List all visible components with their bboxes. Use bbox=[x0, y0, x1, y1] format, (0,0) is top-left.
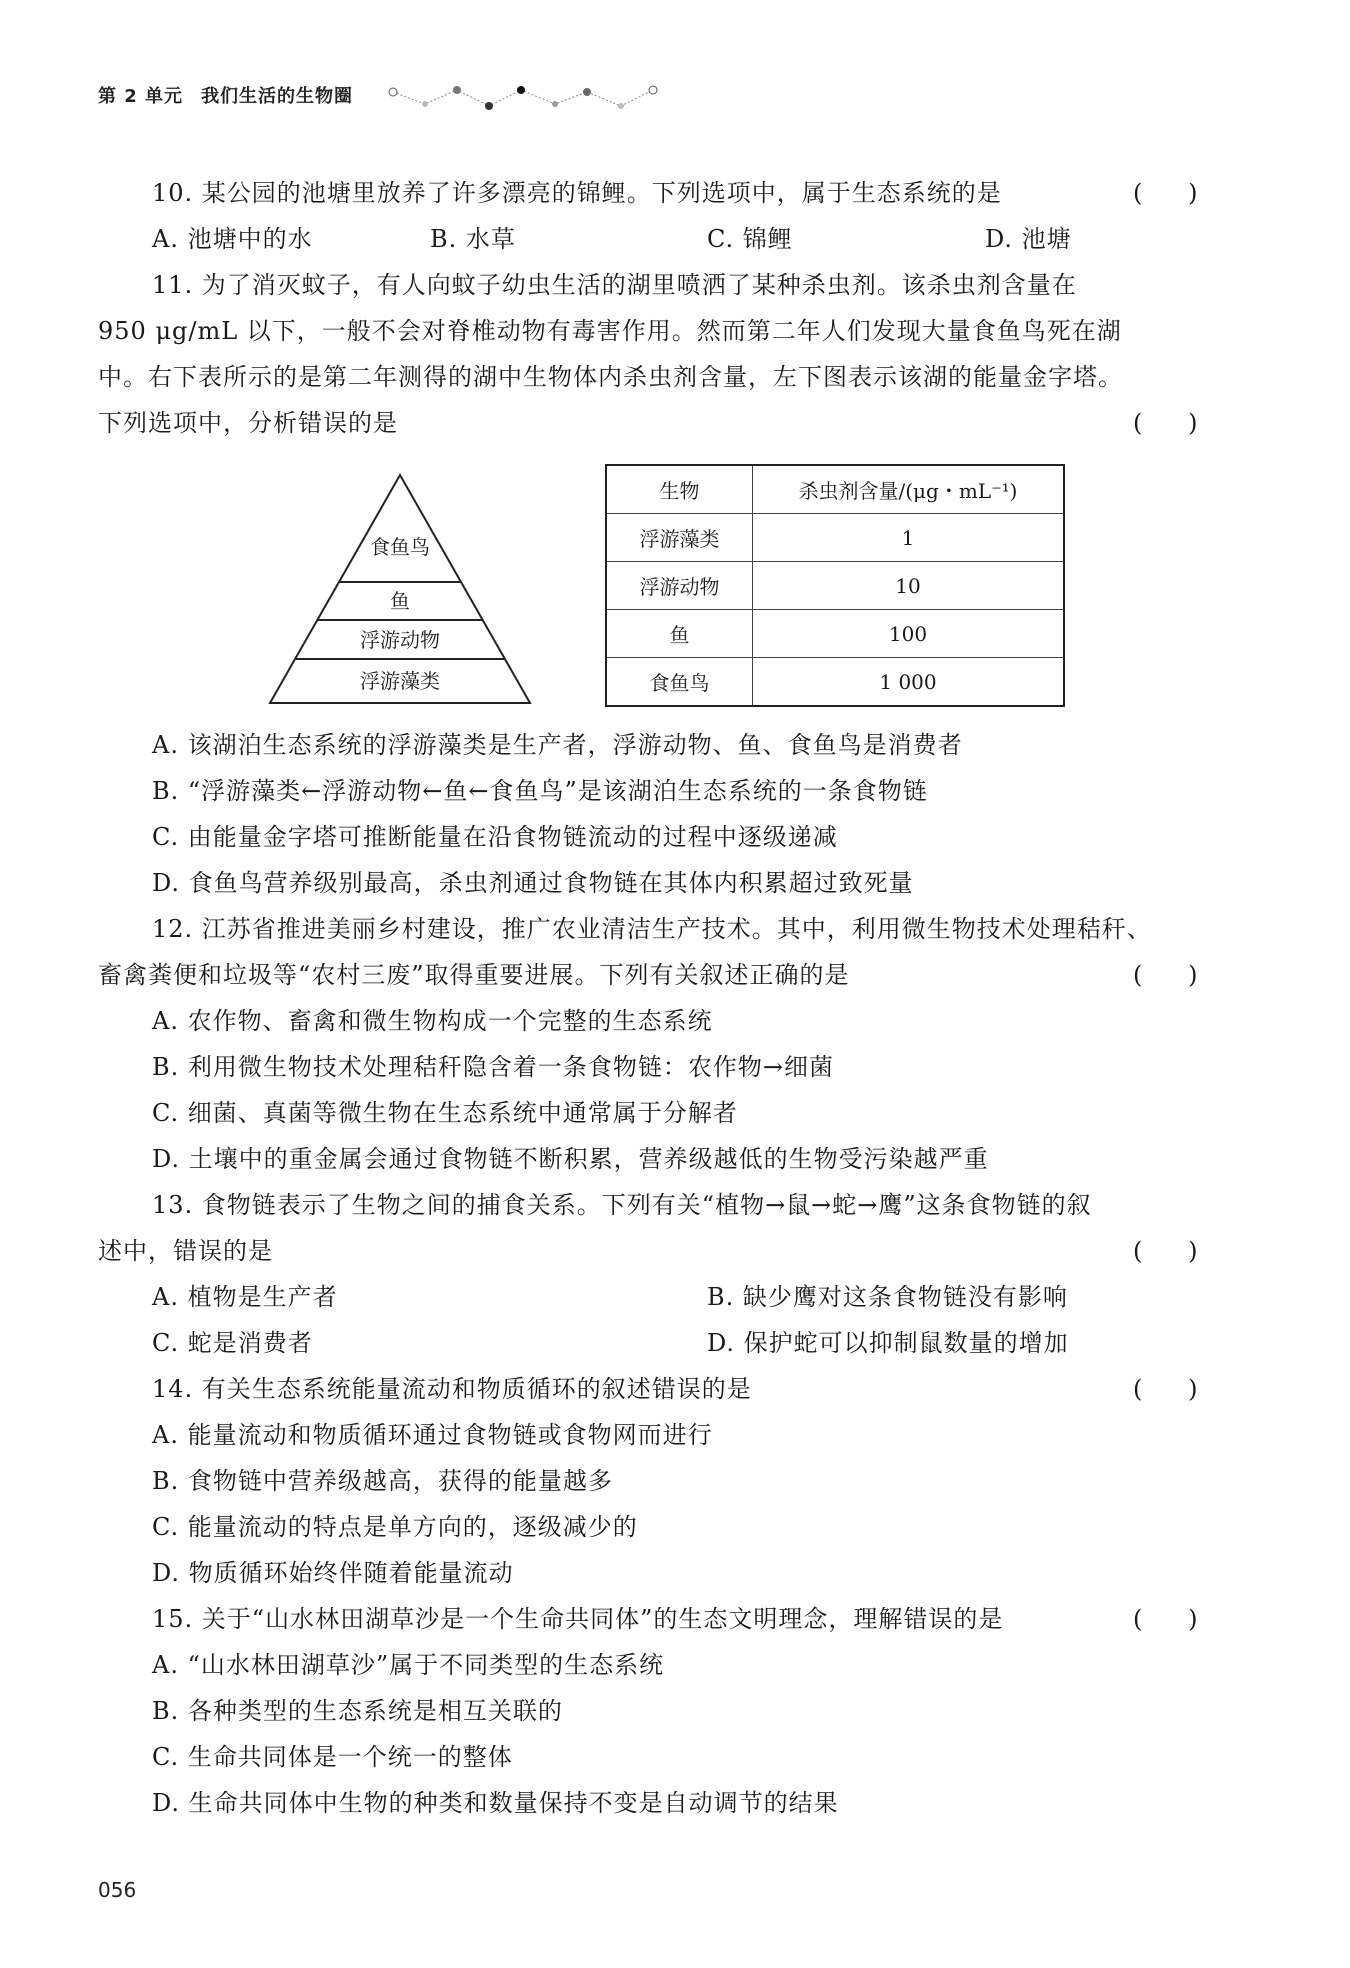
pyramid-level-top: 食鱼鸟 bbox=[370, 535, 430, 559]
energy-pyramid bbox=[268, 473, 532, 705]
q12-option-a: A. 农作物、畜禽和微生物构成一个完整的生态系统 bbox=[152, 1007, 713, 1035]
table-header-organism: 生物 bbox=[606, 465, 753, 514]
pyramid-level-2: 鱼 bbox=[390, 589, 410, 613]
table-cell: 10 bbox=[753, 562, 1065, 610]
table-header-content: 杀虫剂含量/(μg・mL⁻¹) bbox=[753, 465, 1065, 514]
unit-label: 第 2 单元 bbox=[98, 86, 184, 107]
q14-option-b: B. 食物链中营养级越高，获得的能量越多 bbox=[152, 1467, 613, 1495]
q11-stem-line-4: 下列选项中，分析错误的是 bbox=[98, 409, 398, 437]
q11-option-c: C. 由能量金字塔可推断能量在沿食物链流动的过程中逐级递减 bbox=[152, 823, 838, 851]
q11-stem-line-2: 950 μg/mL 以下，一般不会对脊椎动物有毒害作用。然而第二年人们发现大量食鱼鸟死在湖 bbox=[98, 317, 1122, 345]
pyramid-level-3: 浮游动物 bbox=[360, 628, 440, 652]
table-row bbox=[606, 514, 1064, 562]
unit-title: 我们生活的生物圈 bbox=[201, 86, 354, 107]
q13-option-b: B. 缺少鹰对这条食物链没有影响 bbox=[707, 1283, 1068, 1311]
q13-option-c: C. 蛇是消费者 bbox=[152, 1329, 313, 1357]
insecticide-table bbox=[605, 464, 1065, 707]
table-cell: 食鱼鸟 bbox=[606, 658, 753, 707]
q11-answer-paren: ( ) bbox=[1133, 409, 1198, 437]
running-header bbox=[98, 82, 353, 108]
q15-stem: 15. 关于“山水林田湖草沙是一个生命共同体”的生态文明理念，理解错误的是 bbox=[152, 1605, 1004, 1633]
q10-stem: 10. 某公园的池塘里放养了许多漂亮的锦鲤。下列选项中，属于生态系统的是 bbox=[152, 179, 1002, 207]
q15-option-d: D. 生命共同体中生物的种类和数量保持不变是自动调节的结果 bbox=[152, 1789, 839, 1817]
q14-stem: 14. 有关生态系统能量流动和物质循环的叙述错误的是 bbox=[152, 1375, 752, 1403]
table-cell: 鱼 bbox=[606, 610, 753, 658]
q10-option-c: C. 锦鲤 bbox=[707, 225, 793, 253]
q13-option-d: D. 保护蛇可以抑制鼠数量的增加 bbox=[707, 1329, 1069, 1357]
q11-stem-line-3: 中。右下表所示的是第二年测得的湖中生物体内杀虫剂含量，左下图表示该湖的能量金字塔。 bbox=[98, 363, 1123, 391]
q14-option-d: D. 物质循环始终伴随着能量流动 bbox=[152, 1559, 514, 1587]
table-cell: 浮游藻类 bbox=[606, 514, 753, 562]
q11-option-b: B. “浮游藻类←浮游动物←鱼←食鱼鸟”是该湖泊生态系统的一条食物链 bbox=[152, 777, 928, 805]
table-row bbox=[606, 658, 1064, 707]
table-cell: 1 bbox=[753, 514, 1065, 562]
table-cell: 浮游动物 bbox=[606, 562, 753, 610]
table-row bbox=[606, 562, 1064, 610]
q11-stem-line-1: 11. 为了消灭蚊子，有人向蚊子幼虫生活的湖里喷洒了某种杀虫剂。该杀虫剂含量在 bbox=[152, 271, 1077, 299]
q15-option-c: C. 生命共同体是一个统一的整体 bbox=[152, 1743, 513, 1771]
q13-stem-line-1: 13. 食物链表示了生物之间的捕食关系。下列有关“植物→鼠→蛇→鹰”这条食物链的叙 bbox=[152, 1191, 1092, 1219]
table-cell: 1 000 bbox=[753, 658, 1065, 707]
q13-answer-paren: ( ) bbox=[1133, 1237, 1198, 1265]
table-row bbox=[606, 610, 1064, 658]
q15-answer-paren: ( ) bbox=[1133, 1605, 1198, 1633]
table-header-row bbox=[606, 465, 1064, 514]
table-cell: 100 bbox=[753, 610, 1065, 658]
pyramid-level-base: 浮游藻类 bbox=[360, 669, 440, 693]
header-decoration-icon bbox=[385, 80, 675, 116]
q12-answer-paren: ( ) bbox=[1133, 961, 1198, 989]
q10-option-b: B. 水草 bbox=[430, 225, 516, 253]
q12-option-d: D. 土壤中的重金属会通过食物链不断积累，营养级越低的生物受污染越严重 bbox=[152, 1145, 989, 1173]
q14-option-a: A. 能量流动和物质循环通过食物链或食物网而进行 bbox=[152, 1421, 713, 1449]
q10-answer-paren: ( ) bbox=[1133, 179, 1198, 207]
q14-answer-paren: ( ) bbox=[1133, 1375, 1198, 1403]
q14-option-c: C. 能量流动的特点是单方向的，逐级减少的 bbox=[152, 1513, 638, 1541]
q15-option-b: B. 各种类型的生态系统是相互关联的 bbox=[152, 1697, 563, 1725]
q15-option-a: A. “山水林田湖草沙”属于不同类型的生态系统 bbox=[152, 1651, 665, 1679]
q10-option-a: A. 池塘中的水 bbox=[152, 225, 313, 253]
q12-stem-line-1: 12. 江苏省推进美丽乡村建设，推广农业清洁生产技术。其中，利用微生物技术处理秸秆、 bbox=[152, 915, 1152, 943]
q11-option-a: A. 该湖泊生态系统的浮游藻类是生产者，浮游动物、鱼、食鱼鸟是消费者 bbox=[152, 731, 963, 759]
q12-stem-line-2: 畜禽粪便和垃圾等“农村三废”取得重要进展。下列有关叙述正确的是 bbox=[98, 961, 850, 989]
q12-option-b: B. 利用微生物技术处理秸秆隐含着一条食物链：农作物→细菌 bbox=[152, 1053, 835, 1081]
q11-option-d: D. 食鱼鸟营养级别最高，杀虫剂通过食物链在其体内积累超过致死量 bbox=[152, 869, 914, 897]
q13-option-a: A. 植物是生产者 bbox=[152, 1283, 338, 1311]
q12-option-c: C. 细菌、真菌等微生物在生态系统中通常属于分解者 bbox=[152, 1099, 738, 1127]
q13-stem-line-2: 述中，错误的是 bbox=[98, 1237, 273, 1265]
q10-option-d: D. 池塘 bbox=[985, 225, 1072, 253]
page-number: 056 bbox=[98, 1878, 137, 1902]
